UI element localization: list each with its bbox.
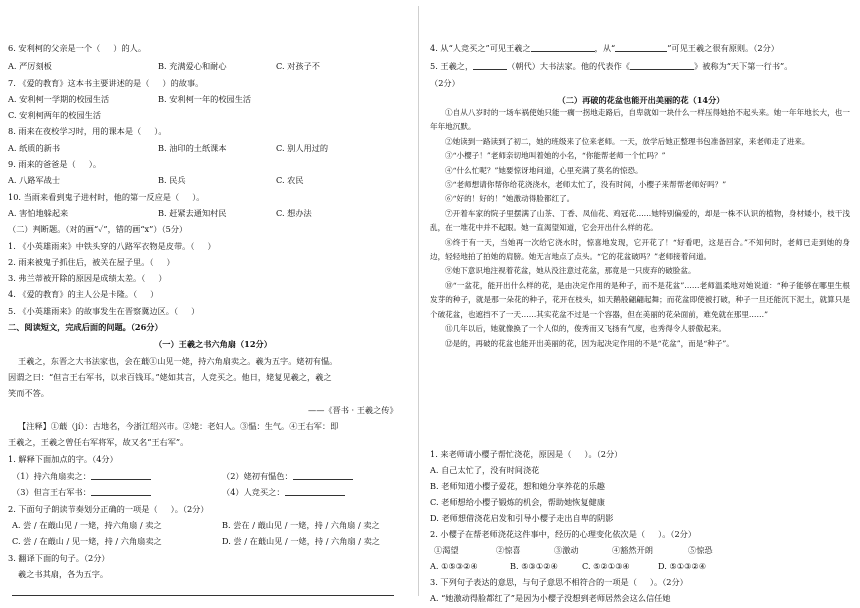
question-r2: 2. 小樱子在帮老师浇花这件事中，经历的心理变化依次是（ ）。（2分）	[430, 529, 697, 539]
q6-option-a: A. 严厉刻板	[8, 61, 52, 71]
q8-option-b: B. 油印的土纸课本	[158, 143, 227, 153]
q10-option-c: C. 想办法	[276, 208, 312, 218]
q7-option-c: C. 安利柯两年的校园生活	[8, 110, 102, 120]
r2-item-2: ②惊喜	[496, 545, 521, 555]
question-3: 3. 翻译下面的句子。（2分）	[8, 553, 110, 563]
passage-1-line-2: 因谓之曰：“但言王右军书，以求百钱耳。”姥如其言，人竞买之。他日，姥复见羲之，羲之	[8, 372, 332, 382]
passage-2-body	[430, 106, 850, 351]
question-1: 1. 解释下面加点的字。（4分）	[8, 454, 118, 464]
r2-item-4: ④豁然开朗	[612, 545, 653, 555]
question-6: 6. 安利柯的父亲是一个（ ）的人。	[8, 43, 147, 53]
r1-option-a: A. 自己太忙了，没有时间浇花	[430, 465, 540, 475]
question-r4: 4. 从“人竞买之”可见王羲之 ，从“ ”可见王羲之很有原则。（2分）	[430, 43, 779, 53]
q9-option-c: C. 农民	[276, 175, 304, 185]
paragraph-4: ④“什么忙呢？”她要惊讶地问道，心里充满了莫名的惊恐。	[445, 165, 643, 175]
paragraph-10: ⑩“一盆花，能开出什么样的花，是由决定作用的是种子，而不是花盆”……老师温柔地对她说道：“种子能够在哪里生根发芽的种子，就是那一朵花的种子，花开在枝头，如天鹅般翩翩起舞；而花盆即使被打破，种子一旦还能沉下泥土，就算只是个破花盆，也遮挡不了一天……其实花盆不过是一个容器，但在美丽的花朵面前，难免就在那里……”	[430, 280, 850, 319]
paragraph-5: ⑤“老师想请你帮你给花浇浇水，老师太忙了，没有时间，小樱子来帮帮老师好吗？”	[445, 180, 727, 190]
q8-option-a: A. 纸质的新书	[8, 143, 61, 153]
note-line-2: 王羲之，王羲之曾任右军将军，故又名“王右军”。	[8, 437, 189, 447]
q2-option-d: D. 尝 / 在蕺山见 / 一姥，持 / 六角扇 / 卖之	[222, 536, 380, 546]
q8-option-c: C. 别人用过的	[276, 143, 329, 153]
question-r3: 3. 下列句子表达的意思，与句子意思不相符合的一项是（ ）。（2分）	[430, 577, 688, 587]
question-8: 8. 雨来在夜校学习时，用的课本是（ ）。	[8, 126, 167, 136]
q2-option-b: B. 尝在 / 蕺山见 / 一姥，持 / 六角扇 / 卖之	[222, 520, 380, 530]
question-2: 2. 下面句子朗读节奏划分正确的一项是（ ）。（2分）	[8, 504, 209, 514]
question-r1: 1. 来老师请小樱子帮忙浇花，原因是（ ）。（2分）	[430, 449, 623, 459]
q1-item-4: （4）人竞买之：	[222, 488, 345, 496]
paragraph-6: ⑥“好的！好的！”她激动得脸都红了。	[445, 194, 575, 204]
passage-1-line-1: 王羲之，东晋之大书法家也，会在蕺①山见一姥，持六角扇卖之。羲为五字。姥初有愠。	[18, 356, 338, 366]
r2-option-c: C. ⑤②①③④	[582, 561, 630, 571]
judge-heading: （二）判断题。（对的画“✓”，错的画“x”）（5分）	[8, 224, 188, 234]
paragraph-12: ⑫是的，再破的花盆也能开出美丽的花，因为起决定作用的不是“花盆”，而是“种子”。	[445, 338, 734, 348]
r1-option-b: B. 老师知道小樱子爱花，想和她分享养花的乐趣	[430, 481, 605, 491]
question-10: 10. 当雨来看到鬼子进村时，他的第一反应是（ ）。	[8, 192, 205, 202]
r2-item-3: ③激动	[554, 545, 579, 555]
q6-option-b: B. 充满爱心和耐心	[158, 61, 227, 71]
q10-option-b: B. 赶紧去通知村民	[158, 208, 227, 218]
q9-option-b: B. 民兵	[158, 175, 186, 185]
judge-item-2: 2. 雨来被鬼子抓住后，被关在屋子里。（ ）	[8, 257, 175, 267]
question-9: 9. 雨来的爸爸是（ ）。	[8, 159, 102, 169]
r2-option-a: A. ①⑤③②④	[430, 561, 478, 571]
q1-item-2: （2）姥初有愠色：	[222, 472, 353, 480]
q3-answer-line	[12, 594, 394, 596]
q6-option-c: C. 对孩子不	[276, 61, 320, 71]
paragraph-7: ⑦开着车家的院子里摆满了山茶、丁香、凤仙花、鸡冠花……她特别偏爱的，却是一株不认识的植物，身材矮小，枝干浅乱，在一堆花中并不起眼。她一直渴望知道，它会开出什么样的花。	[430, 208, 850, 233]
section-2-heading: 二、阅读短文，完成后面的问题。（26分）	[8, 322, 163, 332]
r2-option-d: D. ⑤①③②④	[658, 561, 707, 571]
question-7: 7. 《爱的教育》这本书主要讲述的是（ ）的故事。	[8, 78, 204, 88]
passage-1-title: （一）王羲之书六角扇（12分）	[154, 339, 272, 349]
q7-option-a: A. 安利柯一学期的校园生活	[8, 94, 110, 104]
q3-sentence: 羲之书其扇，各为五字。	[18, 569, 109, 579]
paragraph-3: ③“小樱子！”老师亲切地叫着她的小名，“你能帮老师一个忙吗？”	[445, 151, 666, 161]
passage-1-source: ——《晋书 · 王羲之传》	[308, 405, 398, 415]
judge-item-5: 5. 《小英雄雨来》的故事发生在晋察冀边区。（ ）	[8, 306, 200, 316]
q1-item-3: （3）但言王右军书：	[12, 488, 151, 496]
judge-item-3: 3. 弗兰蒂被开除的原因是成绩太差。（ ）	[8, 273, 167, 283]
passage-2-title: （二）再破的花盆也能开出美丽的花（14分）	[557, 95, 725, 105]
q7-option-b: B. 安利柯一年的校园生活	[158, 94, 252, 104]
r2-option-b: B. ⑤③①②④	[510, 561, 558, 571]
q1-item-1: （1）持六角扇卖之：	[12, 472, 151, 480]
paragraph-1: ①自从八岁时的一场车祸使她只能一瘸一拐地走路后，自卑就如一块什么一样压得她抬不起头来。她一年年地长大，也一年年地沉默。	[430, 108, 850, 132]
judge-item-4: 4. 《爱的教育》的主人公是卡隆。（ ）	[8, 289, 159, 299]
passage-1-line-3: 笑而不答。	[8, 388, 49, 398]
r3-option-a: A. “她激动得脸都红了”是因为小樱子没想到老师居然会这么信任她	[430, 593, 671, 603]
judge-item-1: 1. 《小英雄雨来》中铁头穿的八路军衣物是皮带。（ ）	[8, 241, 216, 251]
r2-item-5: ⑤惊恐	[688, 545, 713, 555]
r5-score: （2分）	[430, 78, 460, 88]
q2-option-a: A. 尝 / 在蕺山见 / 一姥，持六角扇 / 卖之	[12, 520, 162, 530]
column-divider	[418, 6, 419, 596]
r2-item-1: ①渴望	[434, 545, 459, 555]
note-line-1: 【注释】①蕺（jí）：古地名，今浙江绍兴市。②姥：老妇人。③愠：生气。④王右军：即	[18, 421, 339, 431]
paragraph-8: ⑧终于有一天，当她再一次给它浇水时，惊喜地发现，它开花了！“好看吧，这是百合。”不知何时，老师已走到她的身边，轻轻地拍了拍她的肩膀。她无言地点了点头。“它的花盆破吗？”老师接着问道。	[430, 237, 850, 262]
paragraph-2: ②她读到一路读到了初二，她的班级来了位来老师。一天，放学后她正整理书包准备回家，来老师走了进来。	[445, 136, 810, 146]
q2-option-c: C. 尝 / 在蕺山 / 见一姥，持 / 六角扇卖之	[12, 536, 162, 546]
r1-option-d: D. 老师想借浇花启发和引导小樱子走出自卑的阴影	[430, 513, 614, 523]
q9-option-a: A. 八路军战士	[8, 175, 61, 185]
q10-option-a: A. 害怕地躲起来	[8, 208, 69, 218]
paragraph-9: ⑨她下意识地注视着花盆，她从没注意过花盆，那竟是一只废弃的破脸盆。	[445, 266, 696, 276]
r1-option-c: C. 老师想给小樱子锻炼的机会，帮助她恢复健康	[430, 497, 605, 507]
question-r5: 5. 王羲之， （朝代）大书法家。他的代表作《 》被称为“天下第一行书”。	[430, 61, 793, 71]
paragraph-11: ⑪几年以后，她就像换了一个人似的，俊秀而又飞扬有气度，也秀得令人骄傲起来。	[445, 324, 726, 334]
